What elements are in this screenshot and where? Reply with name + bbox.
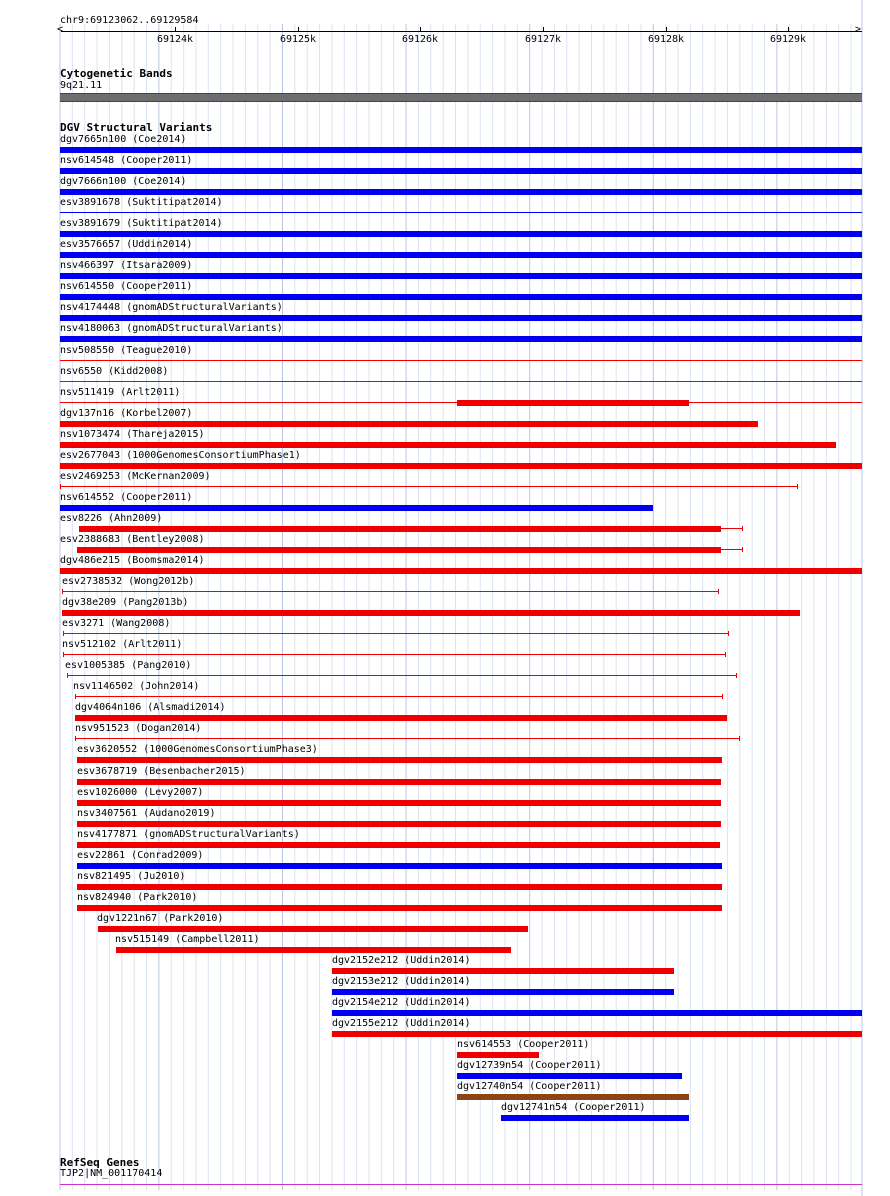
feature-bar[interactable]: [501, 1115, 689, 1121]
ruler-tick-label: 69127k: [524, 34, 562, 45]
feature-bar[interactable]: [457, 1052, 539, 1058]
feature-cap-right[interactable]: [742, 526, 743, 531]
feature-line[interactable]: [63, 654, 725, 655]
feature-label[interactable]: nsv4174448 (gnomADStructuralVariants): [60, 302, 283, 313]
locus-label: chr9:69123062..69129584: [60, 15, 199, 26]
feature-bar[interactable]: [77, 884, 722, 890]
feature-label[interactable]: dgv12740n54 (Cooper2011): [457, 1081, 602, 1092]
feature-label[interactable]: dgv2152e212 (Uddin2014): [332, 955, 471, 966]
ruler-tick: [175, 27, 176, 32]
feature-label[interactable]: dgv7666n100 (Coe2014): [60, 176, 187, 187]
feature-cap-right[interactable]: [797, 484, 798, 489]
feature-bar[interactable]: [457, 400, 689, 406]
feature-bar[interactable]: [60, 505, 653, 511]
feature-label[interactable]: esv8226 (Ahn2009): [60, 513, 163, 524]
ruler-line[interactable]: [61, 31, 862, 32]
feature-bar[interactable]: [457, 1094, 689, 1100]
feature-cap-left[interactable]: [63, 652, 64, 657]
feature-label[interactable]: nsv4180063 (gnomADStructuralVariants): [60, 323, 283, 334]
ruler-tick: [788, 27, 789, 32]
feature-bar[interactable]: [77, 863, 722, 869]
feature-line[interactable]: [60, 381, 862, 382]
feature-label[interactable]: esv2677043 (1000GenomesConsortiumPhase1): [60, 450, 301, 461]
feature-label[interactable]: esv3891678 (Suktitipat2014): [60, 197, 223, 208]
feature-bar[interactable]: [77, 779, 721, 785]
feature-label[interactable]: esv3271 (Wang2008): [62, 618, 171, 629]
ruler-tick-label: 69124k: [156, 34, 194, 45]
feature-label[interactable]: dgv12739n54 (Cooper2011): [457, 1060, 602, 1071]
feature-label[interactable]: nsv1073474 (Thareja2015): [60, 429, 205, 440]
feature-label[interactable]: nsv614550 (Cooper2011): [60, 281, 193, 292]
feature-label[interactable]: esv3891679 (Suktitipat2014): [60, 218, 223, 229]
feature-bar[interactable]: [60, 336, 862, 342]
feature-label[interactable]: esv22861 (Conrad2009): [77, 850, 204, 861]
feature-label[interactable]: nsv824940 (Park2010): [77, 892, 198, 903]
feature-label[interactable]: nsv614552 (Cooper2011): [60, 492, 193, 503]
feature-label[interactable]: dgv7665n100 (Coe2014): [60, 134, 187, 145]
dgv-track-title: DGV Structural Variants: [60, 121, 213, 134]
feature-label[interactable]: esv1026000 (Levy2007): [77, 787, 204, 798]
feature-label[interactable]: esv2738532 (Wong2012b): [62, 576, 195, 587]
cytoband-track-title: Cytogenetic Bands: [60, 67, 173, 80]
feature-line[interactable]: [60, 486, 797, 487]
feature-cap-right[interactable]: [718, 589, 719, 594]
feature-bar[interactable]: [332, 1031, 862, 1037]
feature-line[interactable]: [60, 360, 862, 361]
feature-line[interactable]: [60, 212, 862, 213]
feature-cap-right[interactable]: [728, 631, 729, 636]
ruler-tick: [298, 27, 299, 32]
feature-bar[interactable]: [60, 231, 862, 237]
ruler-tick: [666, 27, 667, 32]
feature-label[interactable]: dgv38e209 (Pang2013b): [62, 597, 189, 608]
feature-label[interactable]: dgv12741n54 (Cooper2011): [501, 1102, 646, 1113]
ruler-tick: [420, 27, 421, 32]
feature-bar[interactable]: [60, 442, 836, 448]
feature-label[interactable]: nsv821495 (Ju2010): [77, 871, 186, 882]
feature-bar[interactable]: [62, 610, 800, 616]
ruler-right-arrow-icon[interactable]: >: [855, 24, 862, 35]
feature-bar[interactable]: [77, 547, 721, 553]
feature-bar[interactable]: [77, 800, 721, 806]
feature-bar[interactable]: [98, 926, 528, 932]
feature-bar[interactable]: [60, 315, 862, 321]
feature-cap-right[interactable]: [739, 736, 740, 741]
feature-label[interactable]: nsv1146502 (John2014): [73, 681, 200, 692]
refseq-gene-line[interactable]: [60, 1184, 862, 1185]
feature-bar[interactable]: [332, 968, 674, 974]
feature-label[interactable]: nsv3407561 (Audano2019): [77, 808, 216, 819]
feature-line[interactable]: [75, 696, 722, 697]
feature-bar[interactable]: [60, 252, 862, 258]
feature-label[interactable]: dgv4064n106 (Alsmadi2014): [75, 702, 226, 713]
feature-line[interactable]: [67, 675, 736, 676]
cytoband-bar[interactable]: [60, 93, 862, 102]
feature-line[interactable]: [63, 633, 728, 634]
feature-bar[interactable]: [60, 189, 862, 195]
ruler-tick: [543, 27, 544, 32]
feature-line[interactable]: [62, 591, 718, 592]
feature-cap-left[interactable]: [60, 484, 61, 489]
feature-label[interactable]: esv3678719 (Besenbacher2015): [77, 766, 246, 777]
ruler-tick-label: 69128k: [647, 34, 685, 45]
ruler-tick-label: 69126k: [401, 34, 439, 45]
feature-bar[interactable]: [79, 526, 721, 532]
feature-bar[interactable]: [75, 715, 727, 721]
feature-bar[interactable]: [116, 947, 511, 953]
feature-bar[interactable]: [60, 147, 862, 153]
refseq-track-title: RefSeq Genes: [60, 1156, 140, 1169]
feature-cap-right[interactable]: [722, 694, 723, 699]
feature-label[interactable]: nsv614548 (Cooper2011): [60, 155, 193, 166]
feature-label[interactable]: esv2388683 (Bentley2008): [60, 534, 205, 545]
feature-cap-left[interactable]: [67, 673, 68, 678]
feature-label[interactable]: nsv6550 (Kidd2008): [60, 366, 169, 377]
feature-label[interactable]: nsv515149 (Campbell2011): [115, 934, 260, 945]
feature-cap-right[interactable]: [742, 547, 743, 552]
feature-label[interactable]: nsv512102 (Arlt2011): [62, 639, 183, 650]
ruler-tick-label: 69129k: [769, 34, 807, 45]
feature-label[interactable]: nsv511419 (Arlt2011): [60, 387, 181, 398]
feature-bar[interactable]: [60, 273, 862, 279]
feature-label[interactable]: nsv466397 (Itsara2009): [60, 260, 193, 271]
feature-label[interactable]: dgv486e215 (Boomsma2014): [60, 555, 205, 566]
feature-label[interactable]: dgv137n16 (Korbel2007): [60, 408, 193, 419]
feature-label[interactable]: dgv2153e212 (Uddin2014): [332, 976, 471, 987]
feature-bar[interactable]: [60, 421, 758, 427]
feature-label[interactable]: dgv2155e212 (Uddin2014): [332, 1018, 471, 1029]
feature-cap-left[interactable]: [75, 736, 76, 741]
feature-bar[interactable]: [60, 294, 862, 300]
feature-bar[interactable]: [60, 168, 862, 174]
feature-label[interactable]: nsv508550 (Teague2010): [60, 345, 193, 356]
feature-bar[interactable]: [60, 463, 862, 469]
ruler-left-arrow-icon[interactable]: <: [57, 24, 64, 35]
feature-bar[interactable]: [77, 905, 722, 911]
feature-label[interactable]: nsv951523 (Dogan2014): [75, 723, 202, 734]
ruler-tick-label: 69125k: [279, 34, 317, 45]
feature-label[interactable]: dgv2154e212 (Uddin2014): [332, 997, 471, 1008]
feature-bar[interactable]: [332, 989, 674, 995]
feature-cap-right[interactable]: [736, 673, 737, 678]
feature-label[interactable]: nsv614553 (Cooper2011): [457, 1039, 590, 1050]
refseq-gene-label[interactable]: TJP2|NM_001170414: [60, 1168, 163, 1179]
cytoband-label: 9q21.11: [60, 80, 103, 91]
feature-cap-left[interactable]: [75, 694, 76, 699]
feature-label[interactable]: esv1005385 (Pang2010): [65, 660, 192, 671]
feature-bar[interactable]: [60, 568, 862, 574]
feature-bar[interactable]: [457, 1073, 682, 1079]
feature-label[interactable]: esv2469253 (McKernan2009): [60, 471, 211, 482]
feature-bar[interactable]: [332, 1010, 862, 1016]
feature-bar[interactable]: [77, 821, 721, 827]
feature-label[interactable]: esv3576657 (Uddin2014): [60, 239, 193, 250]
feature-label[interactable]: nsv4177871 (gnomADStructuralVariants): [77, 829, 300, 840]
feature-cap-left[interactable]: [62, 589, 63, 594]
feature-bar[interactable]: [77, 757, 722, 763]
feature-cap-right[interactable]: [725, 652, 726, 657]
feature-label[interactable]: dgv1221n67 (Park2010): [97, 913, 224, 924]
feature-line[interactable]: [75, 738, 739, 739]
feature-bar[interactable]: [77, 842, 720, 848]
feature-cap-left[interactable]: [63, 631, 64, 636]
feature-label[interactable]: esv3620552 (1000GenomesConsortiumPhase3): [77, 744, 318, 755]
